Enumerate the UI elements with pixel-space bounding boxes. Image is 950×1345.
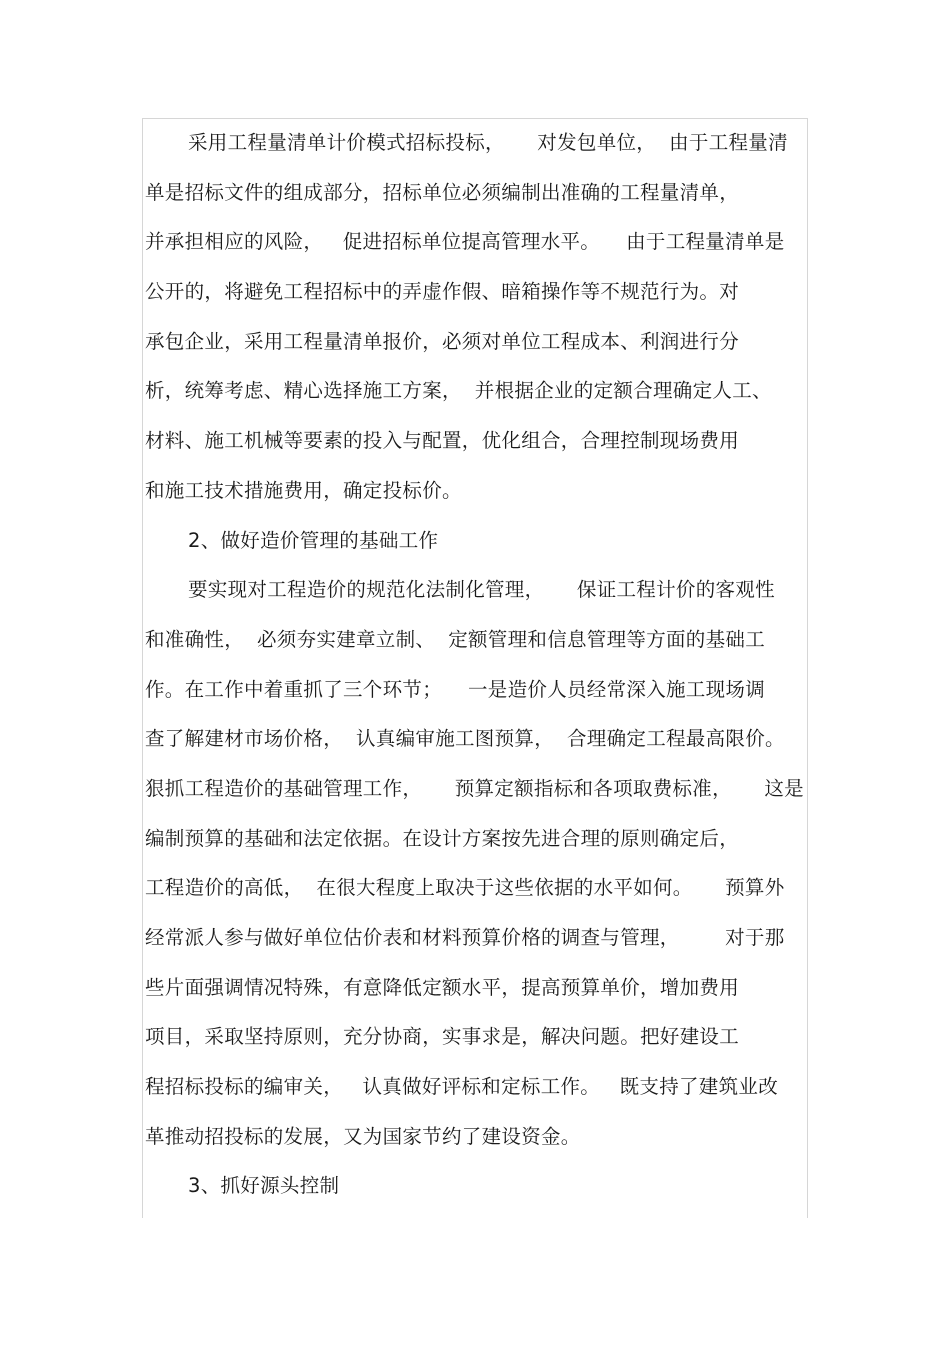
section-heading: 2、做好造价管理的基础工作 bbox=[188, 528, 439, 552]
text-line: 承包企业，采用工程量清单报价，必须对单位工程成本、利润进行分 bbox=[145, 329, 740, 353]
text-line: 并承担相应的风险， 促进招标单位提高管理水平。 由于工程量清单是 bbox=[145, 230, 785, 254]
text-line: 狠抓工程造价的基础管理工作， 预算定额指标和各项取费标准， 这是 bbox=[145, 776, 804, 800]
section-heading: 3、抓好源头控制 bbox=[188, 1174, 340, 1198]
text-line: 单是招标文件的组成部分，招标单位必须编制出准确的工程量清单， bbox=[145, 180, 740, 204]
text-line: 编制预算的基础和法定依据。在设计方案按先进合理的原则确定后， bbox=[145, 826, 740, 850]
text-line: 些片面强调情况特殊，有意降低定额水平，提高预算单价，增加费用 bbox=[145, 975, 740, 999]
text-line: 采用工程量清单计价模式招标投标， 对发包单位， 由于工程量清 bbox=[188, 131, 788, 154]
text-line: 要实现对工程造价的规范化法制化管理， 保证工程计价的客观性 bbox=[188, 578, 775, 602]
document-body bbox=[145, 118, 810, 1211]
text-line: 工程造价的高低， 在很大程度上取决于这些依据的水平如何。 预算外 bbox=[145, 876, 785, 900]
text-line: 经常派人参与做好单位估价表和材料预算价格的调查与管理， 对于那 bbox=[145, 926, 785, 949]
text-line: 项目，采取坚持原则，充分协商，实事求是，解决问题。把好建设工 bbox=[145, 1025, 740, 1049]
text-line: 析，统筹考虑、精心选择施工方案， 并根据企业的定额合理确定人工、 bbox=[145, 379, 772, 403]
text-line: 材料、施工机械等要素的投入与配置，优化组合，合理控制现场费用 bbox=[145, 429, 740, 453]
text-line: 和准确性， 必须夯实建章立制、 定额管理和信息管理等方面的基础工 bbox=[145, 627, 765, 651]
text-line: 作。在工作中着重抓了三个环节； 一是造价人员经常深入施工现场调 bbox=[145, 677, 765, 701]
text-line: 公开的，将避免工程招标中的弄虚作假、暗箱操作等不规范行为。对 bbox=[145, 280, 740, 304]
text-line: 查了解建材市场价格， 认真编审施工图预算， 合理确定工程最高限价。 bbox=[145, 727, 785, 751]
text-line: 和施工技术措施费用，确定投标价。 bbox=[145, 478, 462, 502]
text-line: 革推动招投标的发展，又为国家节约了建设资金。 bbox=[145, 1124, 581, 1148]
text-line: 程招标投标的编审关， 认真做好评标和定标工作。 既支持了建筑业改 bbox=[145, 1075, 778, 1099]
